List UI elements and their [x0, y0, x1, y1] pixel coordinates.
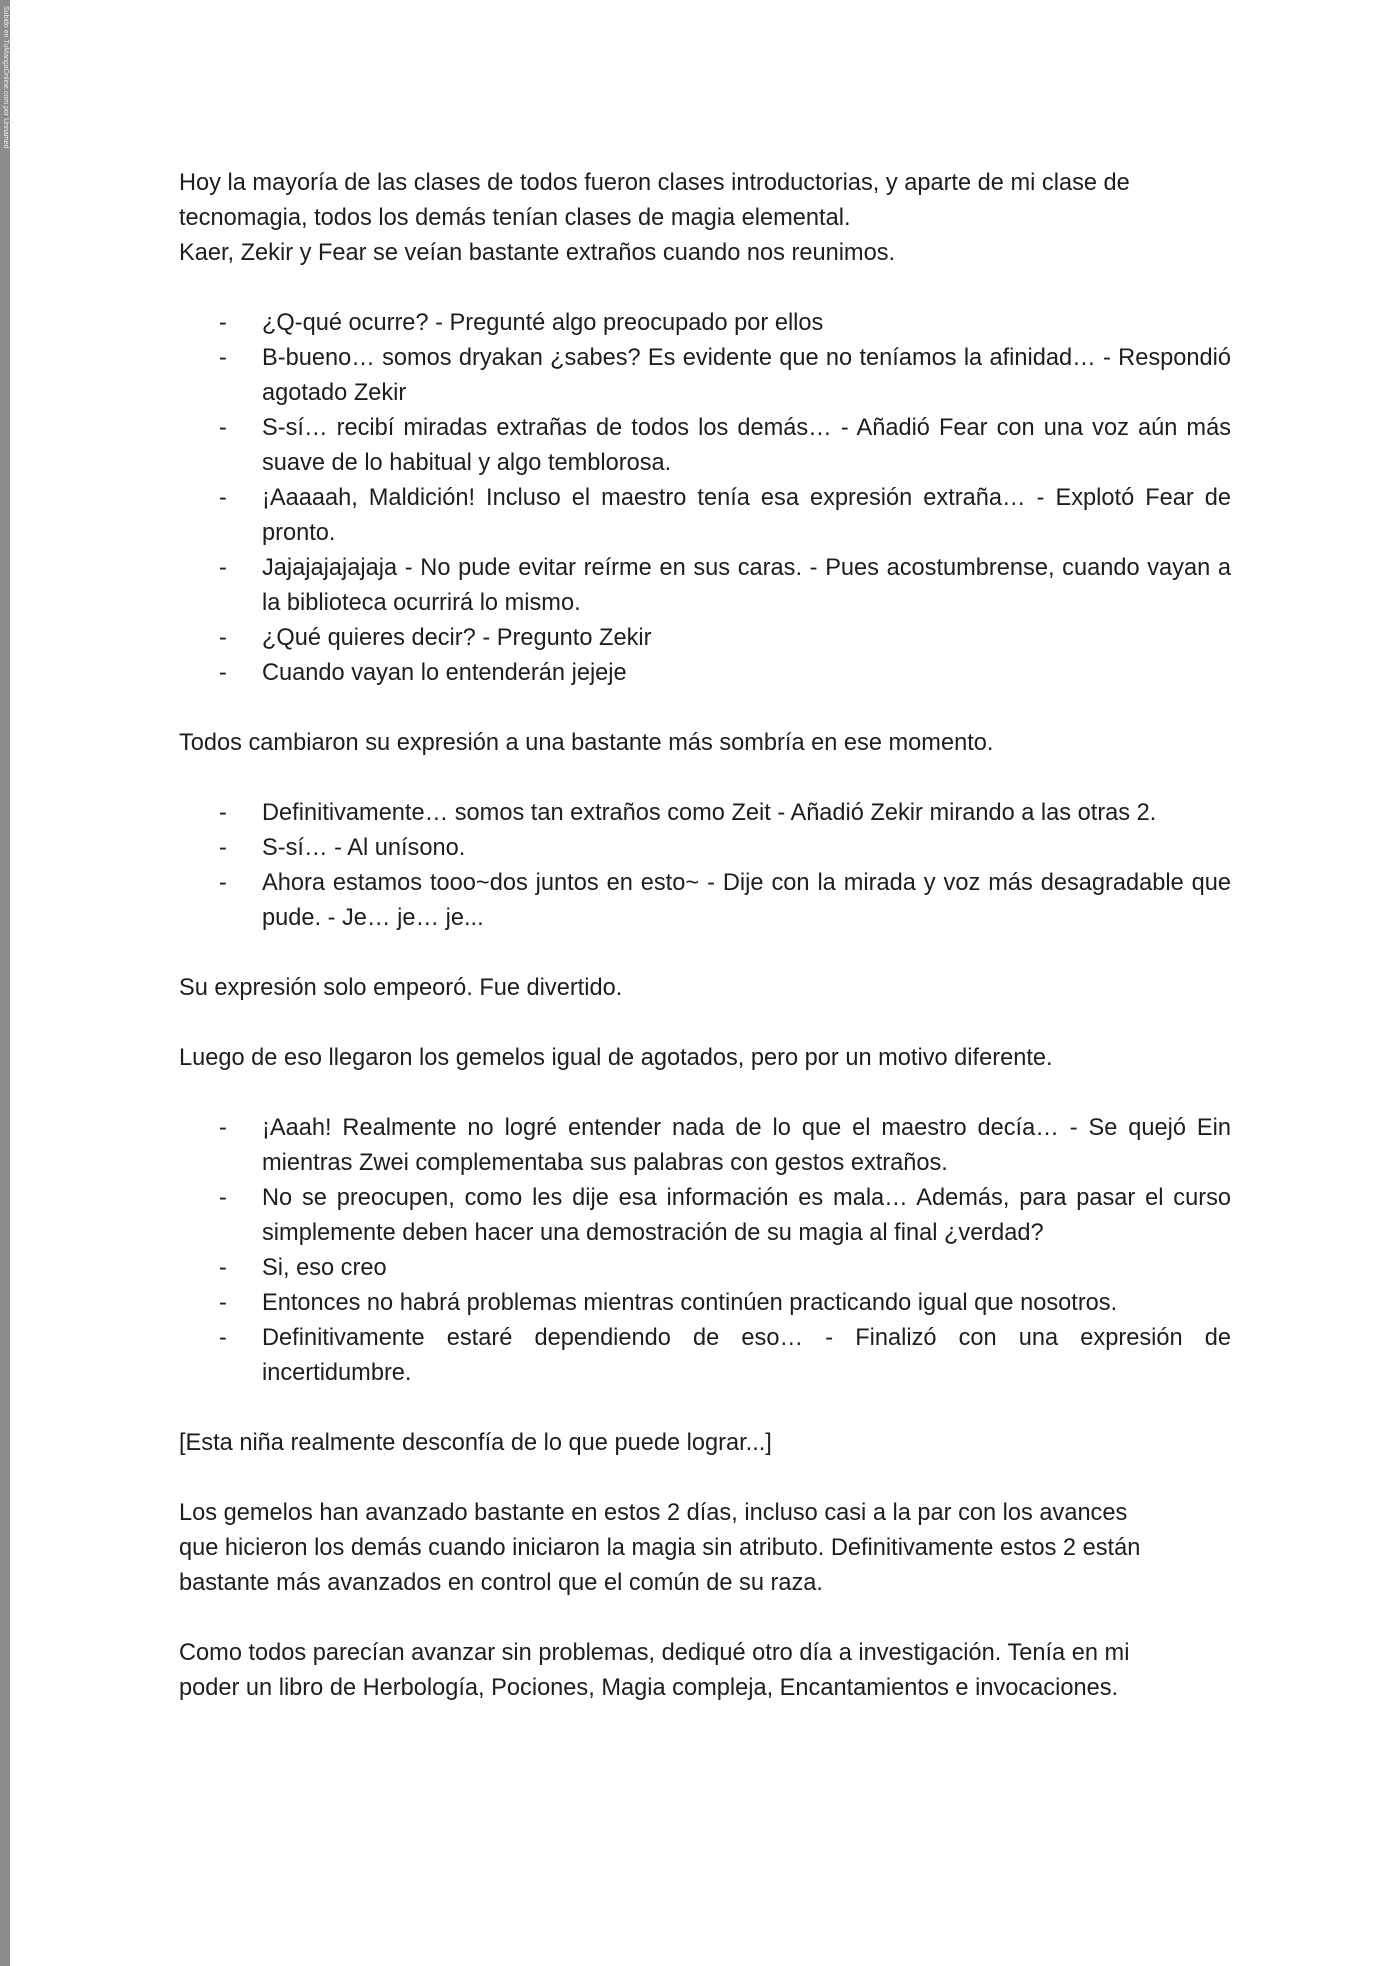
dialogue-text: S-sí… - Al unísono.: [262, 835, 466, 861]
dialogue-list-item: [179, 1181, 1231, 1251]
dialogue-text: Definitivamente… somos tan extraños como Zeit - Añadió Zekir mirando a las otras 2.: [262, 800, 1157, 826]
dialogue-list-item: [179, 411, 1231, 481]
dialogue-list-item: [179, 866, 1231, 936]
dialogue-list-item: [179, 1321, 1231, 1391]
paragraph-line: que hicieron los demás cuando iniciaron la magia sin atributo. Definitivamente estos 2 están: [179, 1535, 1141, 1561]
dialogue-list-item: [179, 621, 1231, 656]
dialogue-list-item: [179, 831, 1231, 866]
dialogue-list-item: [179, 1286, 1231, 1321]
paragraph-line: poder un libro de Herbología, Pociones, Magia compleja, Encantamientos e invocaciones.: [179, 1675, 1119, 1701]
dialogue-text: Entonces no habrá problemas mientras continúen practicando igual que nosotros.: [262, 1290, 1118, 1316]
paragraph: [179, 1636, 1231, 1706]
paragraph: [179, 1041, 1231, 1076]
dialogue-text: Si, eso creo: [262, 1255, 387, 1281]
paragraph-line: Como todos parecían avanzar sin problemas, dediqué otro día a investigación. Tenía en mi: [179, 1640, 1130, 1666]
dialogue-list-item: [179, 341, 1231, 411]
dialogue-text: Ahora estamos tooo~dos juntos en esto~ - Dije con la mirada y voz más desagradable que pude. - Je… je… je...: [262, 870, 1231, 931]
dialogue-text: ¿Qué quieres decir? - Pregunto Zekir: [262, 625, 652, 651]
list-dash-marker: -: [219, 1115, 227, 1141]
dialogue-list-item: [179, 656, 1231, 691]
paragraph-line: Hoy la mayoría de las clases de todos fueron clases introductorias, y aparte de mi clase de: [179, 170, 1130, 196]
paragraph: [179, 1426, 1231, 1461]
list-dash-marker: -: [219, 800, 227, 826]
dialogue-text: No se preocupen, como les dije esa información es mala… Además, para pasar el curso simplemente deben hacer una demostración de su magia al final ¿verdad?: [262, 1185, 1231, 1246]
dialogue-text: ¿Q-qué ocurre? - Pregunté algo preocupado por ellos: [262, 310, 824, 336]
list-dash-marker: -: [219, 485, 227, 511]
paragraph-line: [Esta niña realmente desconfía de lo que puede lograr...]: [179, 1430, 772, 1456]
dialogue-list-item: [179, 1251, 1231, 1286]
dialogue-list-item: [179, 306, 1231, 341]
dialogue-text: B-bueno… somos dryakan ¿sabes? Es evidente que no teníamos la afinidad… - Respondió agotado Zekir: [262, 345, 1231, 406]
list-dash-marker: -: [219, 310, 227, 336]
paragraph-line: Su expresión solo empeoró. Fue divertido.: [179, 975, 623, 1001]
dialogue-list: [179, 1111, 1231, 1391]
paragraph: [179, 166, 1231, 271]
paragraph: [179, 726, 1231, 761]
dialogue-text: ¡Aaaaah, Maldición! Incluso el maestro tenía esa expresión extraña… - Explotó Fear de pronto.: [262, 485, 1231, 546]
dialogue-list-item: [179, 551, 1231, 621]
upload-watermark: Subido en TuMangaOnline.com por Unnamed: [2, 6, 9, 149]
paragraph-line: Todos cambiaron su expresión a una bastante más sombría en ese momento.: [179, 730, 994, 756]
paragraph-line: tecnomagia, todos los demás tenían clases de magia elemental.: [179, 205, 851, 231]
list-dash-marker: -: [219, 625, 227, 651]
list-dash-marker: -: [219, 345, 227, 371]
list-dash-marker: -: [219, 1255, 227, 1281]
dialogue-text: ¡Aaah! Realmente no logré entender nada de lo que el maestro decía… - Se quejó Ein mientras Zwei complementaba sus palabras con gestos extraños.: [262, 1115, 1231, 1176]
list-dash-marker: -: [219, 1185, 227, 1211]
paragraph-line: Luego de eso llegaron los gemelos igual de agotados, pero por un motivo diferente.: [179, 1045, 1053, 1071]
paragraph-line: bastante más avanzados en control que el común de su raza.: [179, 1570, 823, 1596]
list-dash-marker: -: [219, 835, 227, 861]
paragraph-line: Los gemelos han avanzado bastante en estos 2 días, incluso casi a la par con los avances: [179, 1500, 1128, 1526]
dialogue-list-item: [179, 1111, 1231, 1181]
list-dash-marker: -: [219, 660, 227, 686]
dialogue-text: Cuando vayan lo entenderán jejeje: [262, 660, 627, 686]
list-dash-marker: -: [219, 1290, 227, 1316]
paragraph: [179, 1496, 1231, 1601]
dialogue-text: S-sí… recibí miradas extrañas de todos los demás… - Añadió Fear con una voz aún más suave de lo habitual y algo temblorosa.: [262, 415, 1231, 476]
list-dash-marker: -: [219, 415, 227, 441]
dialogue-list: [179, 796, 1231, 936]
list-dash-marker: -: [219, 555, 227, 581]
dialogue-list-item: [179, 481, 1231, 551]
left-margin-bar: [0, 0, 10, 1966]
dialogue-list: [179, 306, 1231, 691]
list-dash-marker: -: [219, 870, 227, 896]
document-page: [179, 166, 1231, 1741]
dialogue-list-item: [179, 796, 1231, 831]
list-dash-marker: -: [219, 1325, 227, 1351]
paragraph: [179, 971, 1231, 1006]
dialogue-text: Definitivamente estaré dependiendo de eso… - Finalizó con una expresión de incertidumbre.: [262, 1325, 1231, 1386]
dialogue-text: Jajajajajajaja - No pude evitar reírme en sus caras. - Pues acostumbrense, cuando vayan a la biblioteca ocurrirá lo mismo.: [262, 555, 1231, 616]
paragraph-line: Kaer, Zekir y Fear se veían bastante extraños cuando nos reunimos.: [179, 240, 896, 266]
